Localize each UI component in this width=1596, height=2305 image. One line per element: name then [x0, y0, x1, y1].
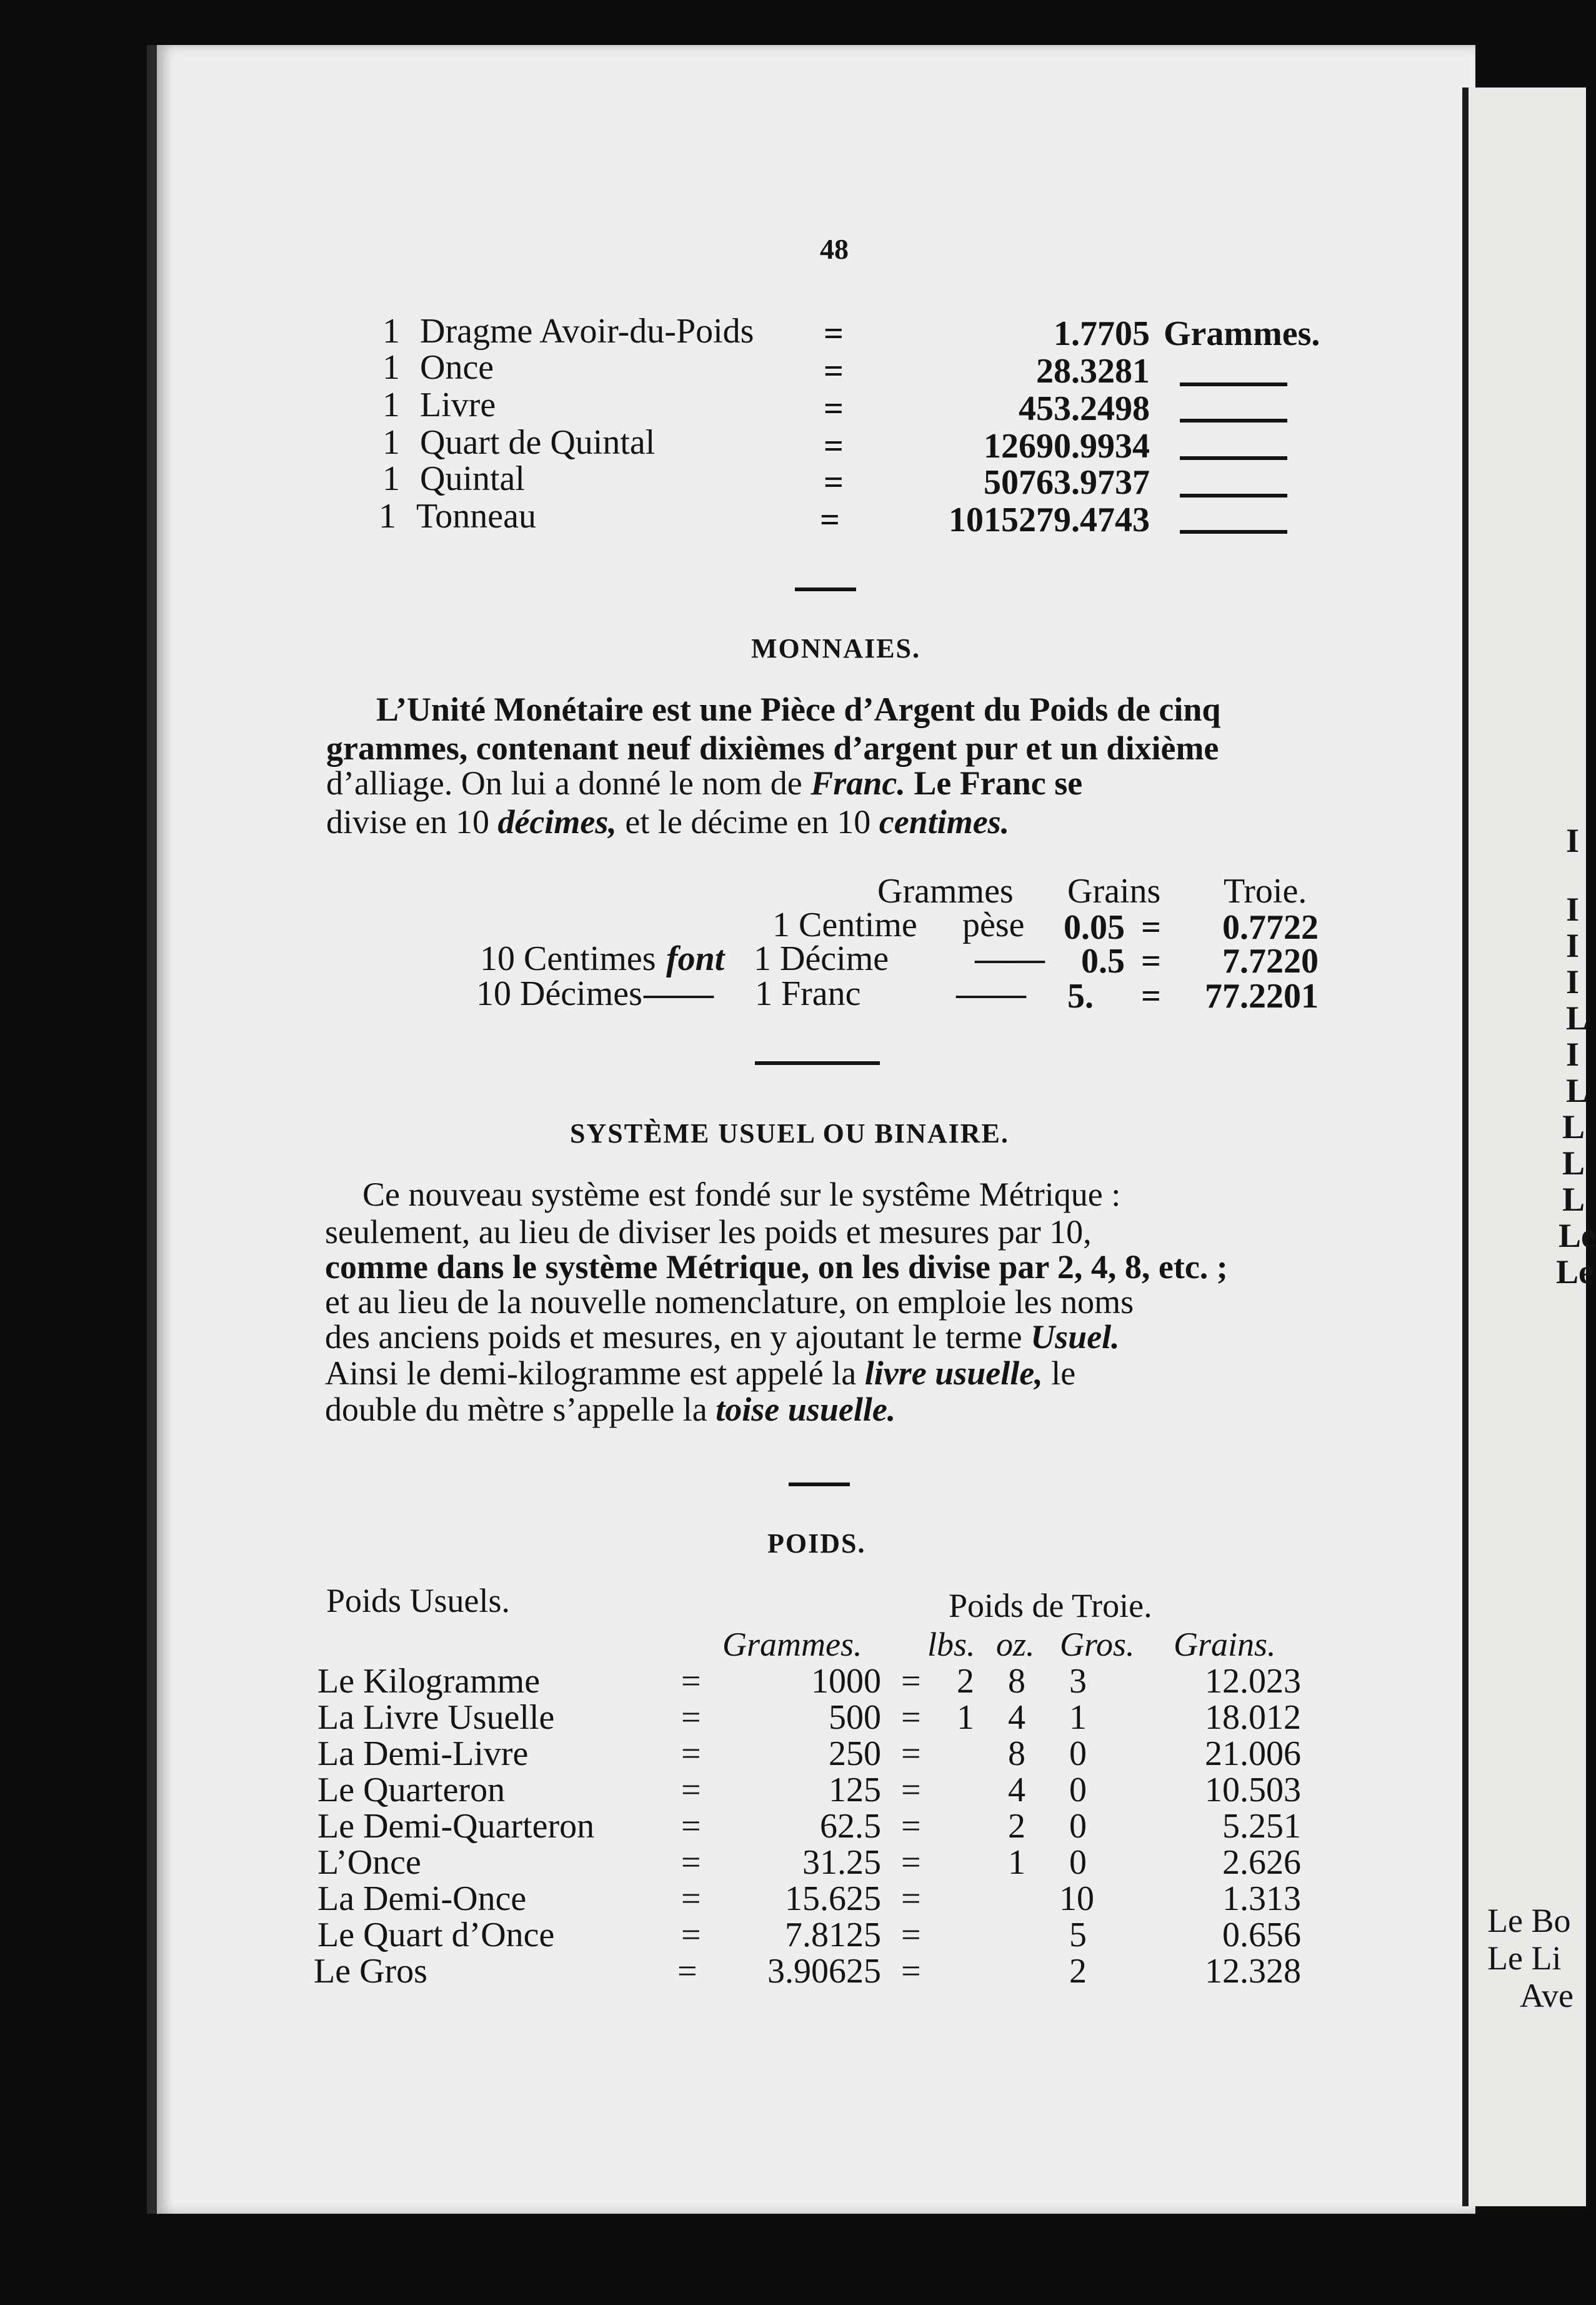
- coin-grammes: 0.05: [1064, 908, 1125, 947]
- coin-conn: ——: [644, 974, 714, 1013]
- poids-grains: 12.328: [1205, 1952, 1301, 1991]
- poids-oz: 1: [1008, 1843, 1025, 1882]
- poids-grains: 18.012: [1205, 1698, 1301, 1737]
- poids-gros: 0: [1069, 1771, 1087, 1809]
- text-run: centimes.: [879, 803, 1010, 841]
- text-run: d’alliage. On lui a donné le nom de: [326, 764, 811, 802]
- poids-name: Le Quarteron: [317, 1771, 506, 1809]
- text-run: des anciens poids et mesures, en y ajoutant le terme: [325, 1318, 1031, 1356]
- poids-grains: 12.023: [1205, 1662, 1301, 1701]
- facing-line: Ave: [1520, 1977, 1574, 2014]
- poids-eq2: =: [901, 1662, 921, 1701]
- poids-grains: 1.313: [1222, 1879, 1301, 1918]
- row-eq: =: [820, 501, 840, 539]
- row-eq: =: [824, 352, 844, 391]
- row-qty: 1: [379, 497, 396, 536]
- ditto-dash: [1180, 382, 1287, 386]
- coin-left: 10 Décimes: [476, 974, 642, 1013]
- row-qty: 1: [382, 386, 400, 424]
- poids-eq2: =: [901, 1843, 921, 1882]
- text-line: [326, 805, 1009, 839]
- poids-grammes: 7.8125: [785, 1916, 881, 1954]
- poids-grammes: 62.5: [820, 1807, 881, 1846]
- section-rule: [795, 588, 856, 591]
- row-name: Quart de Quintal: [420, 423, 656, 462]
- text-line: grammes, contenant neuf dixièmes d’argent pur et un dixième: [326, 729, 1219, 767]
- poids-eq: =: [681, 1807, 701, 1846]
- poids-gros: 1: [1069, 1698, 1087, 1737]
- poids-grammes: 125: [829, 1771, 881, 1809]
- poids-name: Le Demi-Quarteron: [317, 1807, 595, 1846]
- row-qty: 1: [382, 423, 400, 462]
- poids-name: Le Gros: [314, 1952, 427, 1991]
- poids-gros: 5: [1069, 1916, 1087, 1954]
- poids-oz: 4: [1008, 1771, 1025, 1809]
- col-header: Grains: [1067, 872, 1161, 911]
- poids-eq2: =: [901, 1734, 921, 1773]
- coin-verb: pèse: [962, 906, 1025, 944]
- poids-eq2: =: [901, 1698, 921, 1737]
- col-header: oz.: [996, 1626, 1035, 1663]
- row-name: Once: [420, 348, 494, 387]
- col-header: Grammes.: [722, 1626, 862, 1663]
- text-run: Ainsi le demi-kilogramme est appelé la: [325, 1354, 865, 1392]
- poids-eq: =: [681, 1879, 701, 1918]
- poids-eq2: =: [901, 1807, 921, 1846]
- col-header: Troie.: [1224, 872, 1307, 911]
- poids-gros: 10: [1059, 1879, 1094, 1918]
- row-value: 1.7705: [1054, 314, 1150, 353]
- coin-eq: =: [1141, 977, 1161, 1016]
- poids-gros: 2: [1069, 1952, 1087, 1991]
- text-line: Ce nouveau système est fondé sur le systême Métrique :: [362, 1176, 1121, 1213]
- poids-eq: =: [681, 1916, 701, 1954]
- poids-eq2: =: [901, 1879, 921, 1918]
- text-run: Usuel.: [1030, 1318, 1120, 1356]
- row-name: Dragme Avoir-du-Poids: [420, 312, 754, 351]
- text-line: [325, 1320, 1120, 1354]
- coin-grammes: 5.: [1067, 977, 1094, 1016]
- poids-eq: =: [677, 1952, 697, 1991]
- coin-grains: 0.7722: [1222, 908, 1319, 947]
- coin-grains: 7.7220: [1222, 942, 1319, 981]
- poids-gros: 3: [1069, 1662, 1087, 1701]
- section-heading-poids: POIDS.: [767, 1528, 866, 1559]
- col-header: Gros.: [1060, 1626, 1135, 1663]
- poids-oz: 2: [1008, 1807, 1025, 1846]
- page-number: 48: [820, 233, 849, 265]
- poids-grains: 10.503: [1205, 1771, 1301, 1809]
- facing-line: Le Bo: [1487, 1902, 1571, 1939]
- text-line: et au lieu de la nouvelle nomenclature, on emploie les noms: [325, 1283, 1134, 1321]
- row-value: 12690.9934: [984, 427, 1150, 466]
- poids-oz: 4: [1008, 1698, 1025, 1737]
- text-line: seulement, au lieu de diviser les poids et mesures par 10,: [325, 1213, 1092, 1251]
- row-name: Tonneau: [416, 497, 537, 536]
- poids-gros: 0: [1069, 1843, 1087, 1882]
- text-run: Le Franc se: [905, 764, 1083, 802]
- poids-troie-header: Poids de Troie.: [949, 1587, 1152, 1624]
- poids-name: Le Kilogramme: [317, 1662, 541, 1701]
- col-header: lbs.: [927, 1626, 975, 1663]
- facing-letter: I: [1566, 891, 1580, 928]
- poids-oz: 8: [1008, 1662, 1025, 1701]
- facing-line: Le Li: [1487, 1939, 1562, 1977]
- section-rule: [789, 1482, 850, 1486]
- row-value: 28.3281: [1036, 352, 1150, 391]
- poids-grammes: 500: [829, 1698, 881, 1737]
- row-qty: 1: [382, 312, 400, 351]
- poids-eq: =: [681, 1734, 701, 1773]
- poids-name: La Demi-Once: [317, 1879, 527, 1918]
- poids-grains: 5.251: [1222, 1807, 1301, 1846]
- col-header: Grains.: [1174, 1626, 1276, 1663]
- row-name: Livre: [420, 386, 496, 424]
- poids-gros: 0: [1069, 1807, 1087, 1846]
- facing-letter: Le: [1559, 1217, 1596, 1254]
- row-qty: 1: [382, 459, 400, 498]
- coin-left: 10 Centimes: [480, 939, 656, 978]
- section-heading-monnaies: MONNAIES.: [751, 633, 921, 664]
- poids-name: La Demi-Livre: [317, 1734, 529, 1773]
- row-value: 453.2498: [1019, 389, 1150, 428]
- poids-grammes: 3.90625: [767, 1952, 881, 1991]
- facing-letter: L: [1562, 1144, 1585, 1182]
- row-eq: =: [824, 427, 844, 466]
- poids-gros: 0: [1069, 1734, 1087, 1773]
- facing-letter: L: [1562, 1181, 1585, 1218]
- facing-letter: I: [1566, 927, 1580, 964]
- coin-grammes: 0.5: [1081, 942, 1125, 981]
- coin-item: 1 Décime: [754, 939, 889, 978]
- poids-eq2: =: [901, 1771, 921, 1809]
- poids-grammes: 250: [829, 1734, 881, 1773]
- facing-letter: L: [1566, 999, 1589, 1037]
- text-line: [325, 1356, 1075, 1390]
- coin-eq: =: [1141, 908, 1161, 947]
- facing-letter: I: [1566, 963, 1580, 1001]
- section-heading-systeme: SYSTÈME USUEL OU BINAIRE.: [570, 1118, 1009, 1149]
- poids-eq2: =: [901, 1916, 921, 1954]
- text-run: toise usuelle.: [716, 1391, 896, 1428]
- text-run: divise en 10: [326, 803, 498, 841]
- poids-lbs: 1: [957, 1698, 974, 1737]
- facing-letter: L: [1566, 1072, 1589, 1109]
- col-header: Grammes: [877, 872, 1014, 911]
- text-line: [326, 766, 1082, 800]
- row-unit: Grammes.: [1164, 314, 1320, 353]
- text-run: le: [1042, 1354, 1076, 1392]
- text-run: Franc.: [810, 764, 905, 802]
- coin-conn: font: [666, 939, 725, 978]
- text-line: comme dans le système Métrique, on les divise par 2, 4, 8, etc. ;: [325, 1248, 1228, 1286]
- coin-verb: ——: [975, 939, 1045, 978]
- text-line: L’Unité Monétaire est une Pièce d’Argent du Poids de cinq: [376, 691, 1221, 728]
- poids-grains: 0.656: [1222, 1916, 1301, 1954]
- poids-eq2: =: [901, 1952, 921, 1991]
- text-run: décimes,: [497, 803, 617, 841]
- poids-grammes: 31.25: [802, 1843, 881, 1882]
- row-eq: =: [824, 463, 844, 502]
- coin-verb: ——: [956, 974, 1026, 1013]
- poids-grains: 21.006: [1205, 1734, 1301, 1773]
- poids-eq: =: [681, 1662, 701, 1701]
- ditto-dash: [1180, 530, 1287, 534]
- poids-eq: =: [681, 1771, 701, 1809]
- facing-letter: I: [1566, 822, 1580, 859]
- coin-eq: =: [1141, 942, 1161, 981]
- facing-letter: L: [1562, 1108, 1585, 1146]
- coin-item: 1 Franc: [755, 974, 861, 1013]
- poids-oz: 8: [1008, 1734, 1025, 1773]
- poids-eq: =: [681, 1698, 701, 1737]
- text-line: [325, 1392, 895, 1426]
- poids-usuels-header: Poids Usuels.: [326, 1582, 511, 1619]
- row-qty: 1: [382, 348, 400, 387]
- row-value: 50763.9737: [984, 463, 1150, 502]
- facing-letter: I: [1566, 1036, 1580, 1073]
- ditto-dash: [1180, 419, 1287, 422]
- text-run: livre usuelle,: [864, 1354, 1043, 1392]
- row-eq: =: [824, 314, 844, 353]
- row-name: Quintal: [420, 459, 525, 498]
- coin-item: 1 Centime: [772, 906, 917, 944]
- poids-name: L’Once: [317, 1843, 421, 1882]
- poids-lbs: 2: [957, 1662, 974, 1701]
- ditto-dash: [1180, 456, 1287, 460]
- coin-grains: 77.2201: [1205, 977, 1319, 1016]
- poids-name: Le Quart d’Once: [317, 1916, 555, 1954]
- poids-grains: 2.626: [1222, 1843, 1301, 1882]
- poids-eq: =: [681, 1843, 701, 1882]
- poids-grammes: 15.625: [785, 1879, 881, 1918]
- facing-letter: Le: [1556, 1253, 1594, 1291]
- section-rule: [755, 1061, 880, 1065]
- poids-grammes: 1000: [811, 1662, 881, 1701]
- poids-name: La Livre Usuelle: [317, 1698, 555, 1737]
- row-eq: =: [824, 389, 844, 428]
- ditto-dash: [1180, 494, 1287, 498]
- text-run: double du mètre s’appelle la: [325, 1391, 716, 1428]
- text-run: et le décime en 10: [616, 803, 879, 841]
- row-value: 1015279.4743: [949, 501, 1150, 539]
